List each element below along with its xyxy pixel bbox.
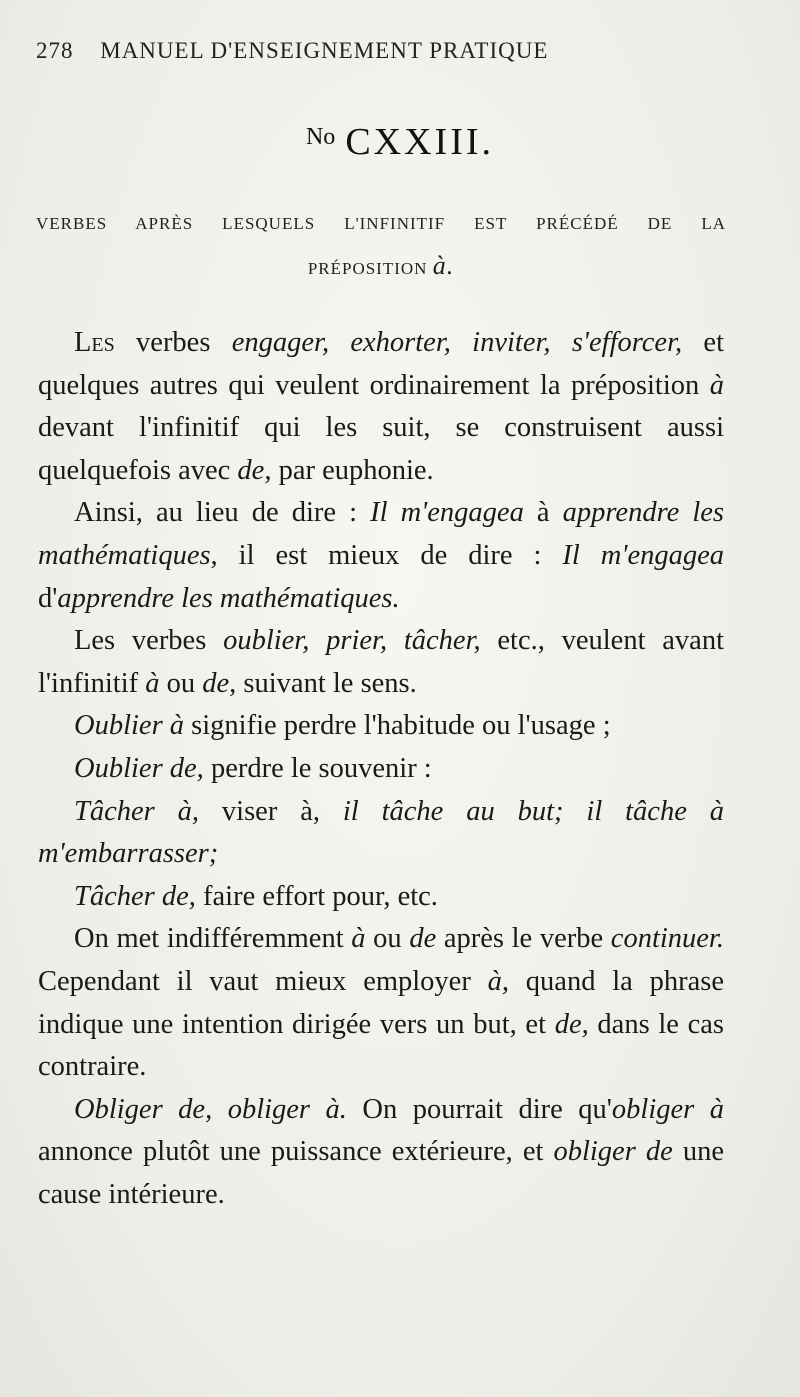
text-run: Les verbes xyxy=(74,625,224,657)
italic-run: Obliger de, obliger à. xyxy=(74,1093,347,1125)
heading-word: PRÉPOSITION xyxy=(307,259,428,278)
italic-run: obliger à xyxy=(611,1093,725,1125)
text-run: après le verbe xyxy=(436,923,611,955)
italic-run: Il m'engagea xyxy=(562,539,725,571)
italic-run: à xyxy=(709,369,724,401)
text-run: quand la phrase indique une intention dirigée vers un but, et xyxy=(38,965,724,1040)
italic-run: à, xyxy=(487,965,509,997)
heading-italic: à. xyxy=(432,251,455,280)
paragraph-9 xyxy=(38,1089,724,1217)
italic-run: Oublier à xyxy=(74,710,185,742)
italic-run: continuer. xyxy=(610,923,724,955)
text-run: viser à, xyxy=(199,795,343,827)
text-run: On pourrait dire qu' xyxy=(346,1093,612,1125)
paragraph-4 xyxy=(38,705,724,748)
text-run: dans le cas contraire. xyxy=(38,1008,725,1083)
section-prefix: No xyxy=(305,124,336,150)
text-run: d' xyxy=(38,582,58,614)
text-run: verbes xyxy=(114,327,232,358)
paragraph-7 xyxy=(38,876,724,919)
text-run: devant l'infinitif qui les suit, se construisent aussi quelquefois avec xyxy=(38,412,724,486)
section-heading-line-1: VERBES APRÈS LESQUELS L'INFINITIF EST PRÉCÉDÉ DE LA xyxy=(36,214,726,233)
section-number xyxy=(0,120,800,164)
italic-run: apprendre les mathématiques. xyxy=(57,582,400,614)
italic-run: oublier, prier, tâcher, xyxy=(223,625,481,657)
section-roman-numeral: CXXIII. xyxy=(345,121,495,163)
text-run: par euphonie. xyxy=(271,454,434,486)
paragraph-2 xyxy=(38,492,724,620)
italic-run: de xyxy=(409,923,437,955)
italic-run: engager, exhorter, inviter, s'efforcer, xyxy=(231,327,683,358)
text-run: signifie perdre l'habitude ou l'usage ; xyxy=(184,710,611,742)
text-run: suivant le sens. xyxy=(236,667,417,699)
paragraph-3 xyxy=(38,620,724,705)
text-run: une cause intérieure. xyxy=(38,1136,725,1210)
paragraph-8 xyxy=(38,918,724,1088)
text-run: On met indifféremment xyxy=(74,923,352,955)
italic-run: à xyxy=(145,667,160,699)
drop-word: Les xyxy=(74,327,115,358)
text-run: Cependant il vaut mieux employer xyxy=(38,965,488,997)
paragraph-6 xyxy=(38,791,724,876)
section-heading-line-2 xyxy=(36,251,726,281)
body-text xyxy=(38,322,724,1216)
italic-run: Tâcher de, xyxy=(74,880,196,912)
italic-run: il tâche au but; il tâche à m'embarrasser; xyxy=(38,795,724,870)
paragraph-1 xyxy=(38,322,724,492)
text-run: etc., veulent avant l'infinitif xyxy=(38,625,724,699)
text-run: ou xyxy=(365,923,410,955)
italic-run: de, xyxy=(554,1008,589,1040)
text-run: annonce plutôt une puissance extérieure, et xyxy=(38,1136,554,1168)
text-run: faire effort pour, etc. xyxy=(195,880,438,912)
text-run: Ainsi, au lieu de dire : xyxy=(74,497,371,529)
italic-run: Oublier de, xyxy=(74,752,204,784)
text-run: il est mieux de dire : xyxy=(217,539,563,571)
paragraph-5 xyxy=(38,748,724,791)
italic-run: apprendre les mathématiques, xyxy=(38,497,724,571)
italic-run: obliger de xyxy=(553,1136,673,1168)
page-number: 278 xyxy=(36,38,74,63)
text-run: et quelques autres qui veulent ordinairement la préposition xyxy=(38,327,724,401)
italic-run: de, xyxy=(202,667,237,699)
italic-run: de, xyxy=(237,454,272,486)
text-run: ou xyxy=(159,667,203,699)
text-run: à xyxy=(523,497,563,529)
italic-run: Tâcher à, xyxy=(74,795,200,827)
text-run: perdre le souvenir : xyxy=(203,752,432,784)
italic-run: à xyxy=(351,923,366,955)
running-title: MANUEL D'ENSEIGNEMENT PRATIQUE xyxy=(100,38,549,63)
italic-run: Il m'engagea xyxy=(370,497,524,529)
running-header xyxy=(36,38,736,64)
